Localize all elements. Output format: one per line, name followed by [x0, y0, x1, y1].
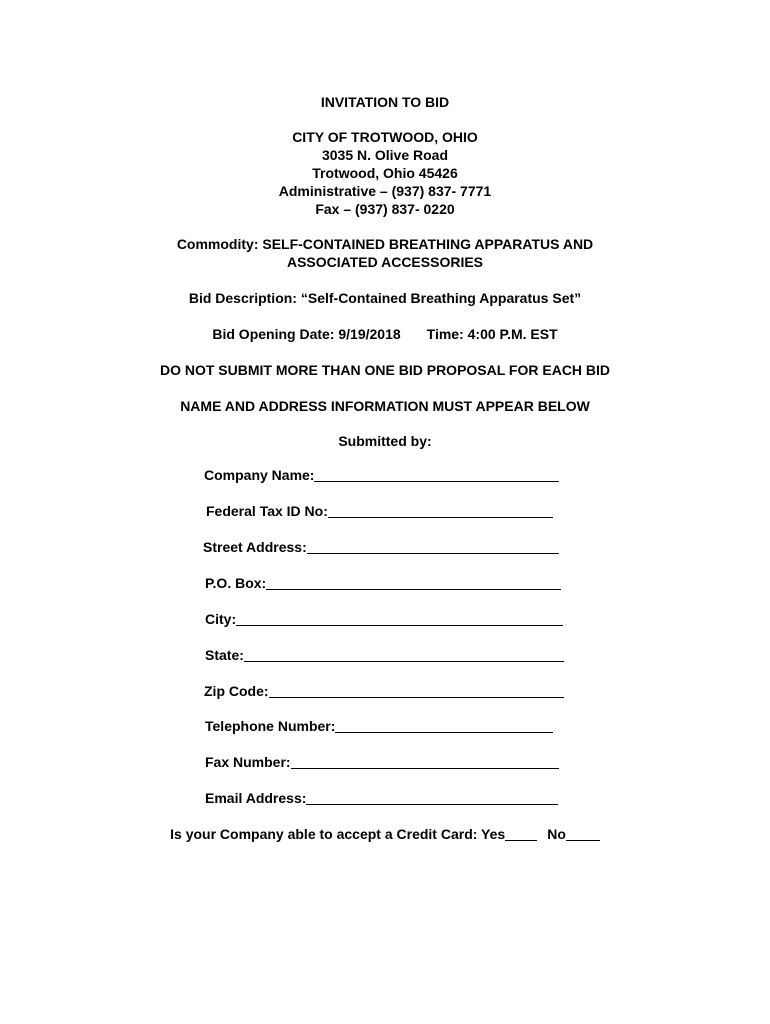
state-label: State: [205, 647, 244, 663]
organization-city-state-zip: Trotwood, Ohio 45426 [312, 165, 458, 181]
commodity-line-1: Commodity: SELF-CONTAINED BREATHING APPARATUS AND [176, 236, 594, 252]
city-field[interactable] [205, 610, 563, 630]
credit-card-no-label: No [547, 826, 566, 842]
organization-administrative-phone: Administrative – (937) 837- 7771 [278, 183, 492, 199]
email-address-label: Email Address: [205, 790, 307, 806]
company-name-field[interactable] [204, 466, 559, 486]
street-address-blank[interactable] [307, 539, 559, 554]
commodity-line-2: ASSOCIATED ACCESSORIES [286, 254, 484, 270]
email-address-field[interactable] [205, 789, 558, 809]
notice-name-address: NAME AND ADDRESS INFORMATION MUST APPEAR BELOW [180, 398, 590, 414]
zip-code-label: Zip Code: [204, 683, 269, 699]
bid-opening-time: Time: 4:00 P.M. EST [426, 326, 558, 342]
credit-card-question: Is your Company able to accept a Credit Card: Yes [170, 826, 506, 842]
state-blank[interactable] [244, 647, 564, 662]
federal-tax-id-field[interactable] [206, 502, 553, 522]
telephone-number-field[interactable] [205, 717, 553, 737]
zip-code-field[interactable] [204, 682, 564, 702]
fax-number-blank[interactable] [291, 754, 559, 769]
federal-tax-id-label: Federal Tax ID No: [206, 503, 328, 519]
po-box-field[interactable] [205, 574, 561, 594]
fax-number-label: Fax Number: [205, 754, 291, 770]
credit-card-question-row [0, 825, 770, 843]
organization-name: CITY OF TROTWOOD, OHIO [292, 129, 478, 145]
po-box-blank[interactable] [266, 575, 561, 590]
state-field[interactable] [205, 646, 564, 666]
credit-card-yes-blank[interactable] [505, 826, 537, 841]
document-title: INVITATION TO BID [320, 94, 450, 110]
street-address-label: Street Address: [203, 539, 307, 555]
telephone-number-blank[interactable] [335, 718, 553, 733]
fax-number-field[interactable] [205, 753, 559, 773]
telephone-number-label: Telephone Number: [205, 718, 336, 734]
submitted-by-label: Submitted by: [338, 433, 432, 449]
zip-code-blank[interactable] [269, 683, 564, 698]
city-label: City: [205, 611, 237, 627]
bid-opening-date: Bid Opening Date: 9/19/2018 [212, 326, 401, 342]
bid-opening-row [0, 325, 770, 343]
company-name-label: Company Name: [204, 467, 315, 483]
company-name-blank[interactable] [314, 467, 559, 482]
city-blank[interactable] [236, 611, 563, 626]
credit-card-no-blank[interactable] [566, 826, 600, 841]
bid-description: Bid Description: “Self-Contained Breathing Apparatus Set” [188, 290, 582, 306]
email-address-blank[interactable] [306, 790, 558, 805]
street-address-field[interactable] [203, 538, 559, 558]
po-box-label: P.O. Box: [205, 575, 267, 591]
organization-fax: Fax – (937) 837- 0220 [315, 201, 455, 217]
notice-one-bid: DO NOT SUBMIT MORE THAN ONE BID PROPOSAL FOR EACH BID [159, 362, 611, 378]
federal-tax-id-blank[interactable] [328, 503, 553, 518]
organization-street: 3035 N. Olive Road [321, 147, 449, 163]
